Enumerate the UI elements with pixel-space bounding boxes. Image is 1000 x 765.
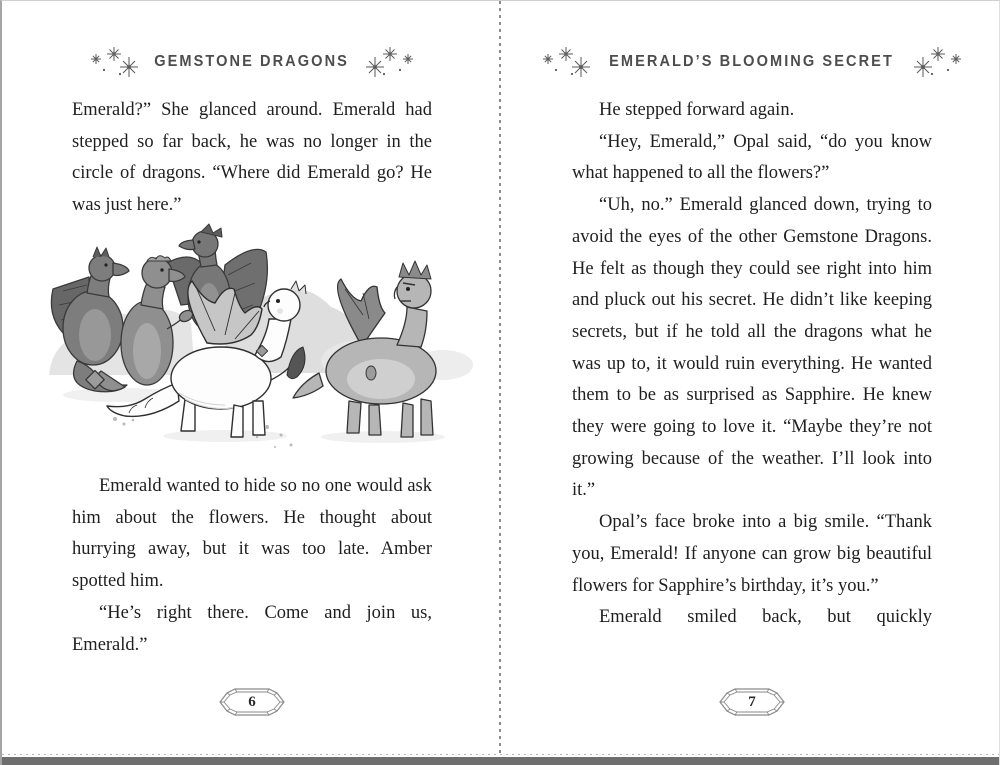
- paragraph: “He’s right there. Come and join us, Emerald.”: [72, 602, 432, 655]
- sparkle-icon: [87, 45, 139, 79]
- paragraph: Opal’s face broke into a big smile. “Thank you, Emerald! If anyone can grow big beautiful flowers for Sapphire’s birthday, it’s you.”: [572, 512, 932, 596]
- right-page: [502, 1, 1000, 765]
- center-gutter-dashed-line: [499, 1, 501, 755]
- paragraph: “Uh, no.” Emerald glanced down, trying to avoid the eyes of the other Gemstone Dragons. He felt as though they could see right into him and pluck out his secret. He didn’t like keeping secrets, but if he told all the dragons what he was up to, it would ruin everything. He wanted them to be as surprised as Sapphire. He knew they were going to love it. “Maybe they’re not growing because of the weather. I’ll look into it.”: [572, 195, 932, 501]
- sparkle-icon: [913, 45, 965, 79]
- left-chapter-title: GEMSTONE DRAGONS: [154, 53, 350, 70]
- bottom-dotted-line: [2, 754, 999, 755]
- right-chapter-title: EMERALD’S BLOOMING SECRET: [609, 53, 895, 70]
- paragraph: Emerald smiled back, but quickly: [599, 607, 932, 628]
- left-page: [2, 1, 502, 765]
- left-paragraph-block-1: [72, 95, 432, 222]
- paragraph: Emerald?” She glanced around. Emerald had stepped so far back, he was no longer in the circle of dragons. “Where did Emerald go? He was just here.”: [72, 100, 432, 216]
- page-number-badge: [719, 687, 785, 717]
- page-number-badge: [219, 687, 285, 717]
- paragraph: He stepped forward again.: [599, 100, 795, 120]
- paragraph: Emerald wanted to hide so no one would ask him about the flowers. He thought about hurrying away, but it was too late. Amber spotted him.: [72, 476, 432, 592]
- bottom-gray-band: [2, 757, 999, 765]
- dragons-illustration: [28, 223, 480, 471]
- right-running-header: [502, 45, 1000, 79]
- left-running-header: [2, 45, 502, 79]
- right-paragraph-block: [572, 95, 932, 634]
- left-paragraph-block-2: [72, 471, 432, 661]
- page-number: 7: [748, 693, 756, 710]
- paragraph: “Hey, Emerald,” Opal said, “do you know what happened to all the flowers?”: [572, 131, 932, 184]
- sparkle-icon: [365, 45, 417, 79]
- page-number: 6: [248, 693, 256, 710]
- sparkle-icon: [539, 45, 591, 79]
